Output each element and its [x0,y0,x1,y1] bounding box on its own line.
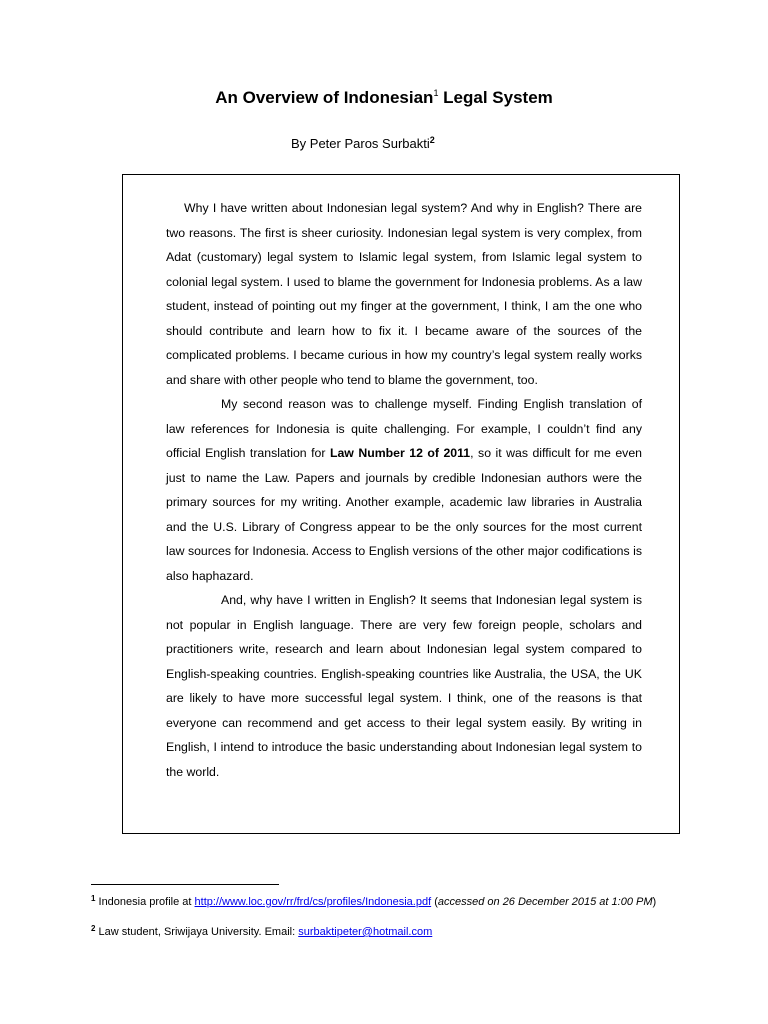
document-title [0,88,768,108]
footnote-1 [91,892,681,909]
footnote-1-link[interactable]: http://www.loc.gov/rr/frd/cs/profiles/Indonesia.pdf [194,896,432,908]
footnote-divider [91,884,279,885]
title-main: An Overview of Indonesian [215,88,434,107]
footnote-1-access-note: accessed on 26 December 2015 at 1:00 PM [437,896,653,908]
footnote-2-number: 2 [91,924,96,933]
footnote-1-open-paren: ( [431,896,438,908]
footnote-1-number: 1 [91,894,96,903]
paragraph-2 [166,392,642,588]
byline-footnote-ref[interactable]: 2 [429,135,435,145]
paragraph-2-end: , so it was difficult for me even just to name the Law. Papers and journals by credible Indonesian authors were the primary sources for my writing. Another example, academic law libraries in Australia and the U.S. Library of Congress appear to be the only sources for the most current law sources for Indonesia. Access to English versions of the other major codifications is also haphazard. [166,446,643,583]
footnote-1-close-paren: ) [652,896,657,908]
footnote-2 [91,922,681,939]
title-footnote-ref[interactable]: 1 [433,88,439,98]
footnote-1-text: Indonesia profile at [95,896,195,908]
title-tail: Legal System [438,88,553,107]
body-text [166,196,642,784]
author-byline [291,135,435,151]
paragraph-3: And, why have I written in English? It seems that Indonesian legal system is not popular in English language. There are very few foreign people, scholars and practitioners write, research and learn about Indonesian legal system compared to English-speaking countries. English-speaking countries like Australia, the USA, the UK are likely to have more successful legal system. I think, one of the reasons is that everyone can recommend and get access to their legal system easily. By writing in English, I intend to introduce the basic understanding about Indonesian legal system to the world. [166,593,642,779]
email-link[interactable]: surbaktipeter@hotmail.com [298,926,433,938]
byline-text: By Peter Paros Surbakti [291,136,430,151]
paragraph-2-start: My second reason was to challenge myself. Finding English translation of law references for Indonesia is quite challenging. For example, I couldn’t find any official English translation for [166,397,642,460]
law-reference: Law Number 12 of 2011 [329,446,471,460]
paragraph-1: Why I have written about Indonesian legal system? And why in English? There are two reasons. The first is sheer curiosity. Indonesian legal system is very complex, from Adat (customary) legal system to Islamic legal system, from Islamic legal system to colonial legal system. I used to blame the government for Indonesia problems. As a law student, instead of pointing out my finger at the government, I think, I am the one who should contribute and learn how to fix it. I became aware of the sources of the complicated problems. I became curious in how my country’s legal system really works and share with other people who tend to blame the government, too. [166,201,642,387]
footnote-2-text: Law student, Sriwijaya University. Email: [95,926,299,938]
